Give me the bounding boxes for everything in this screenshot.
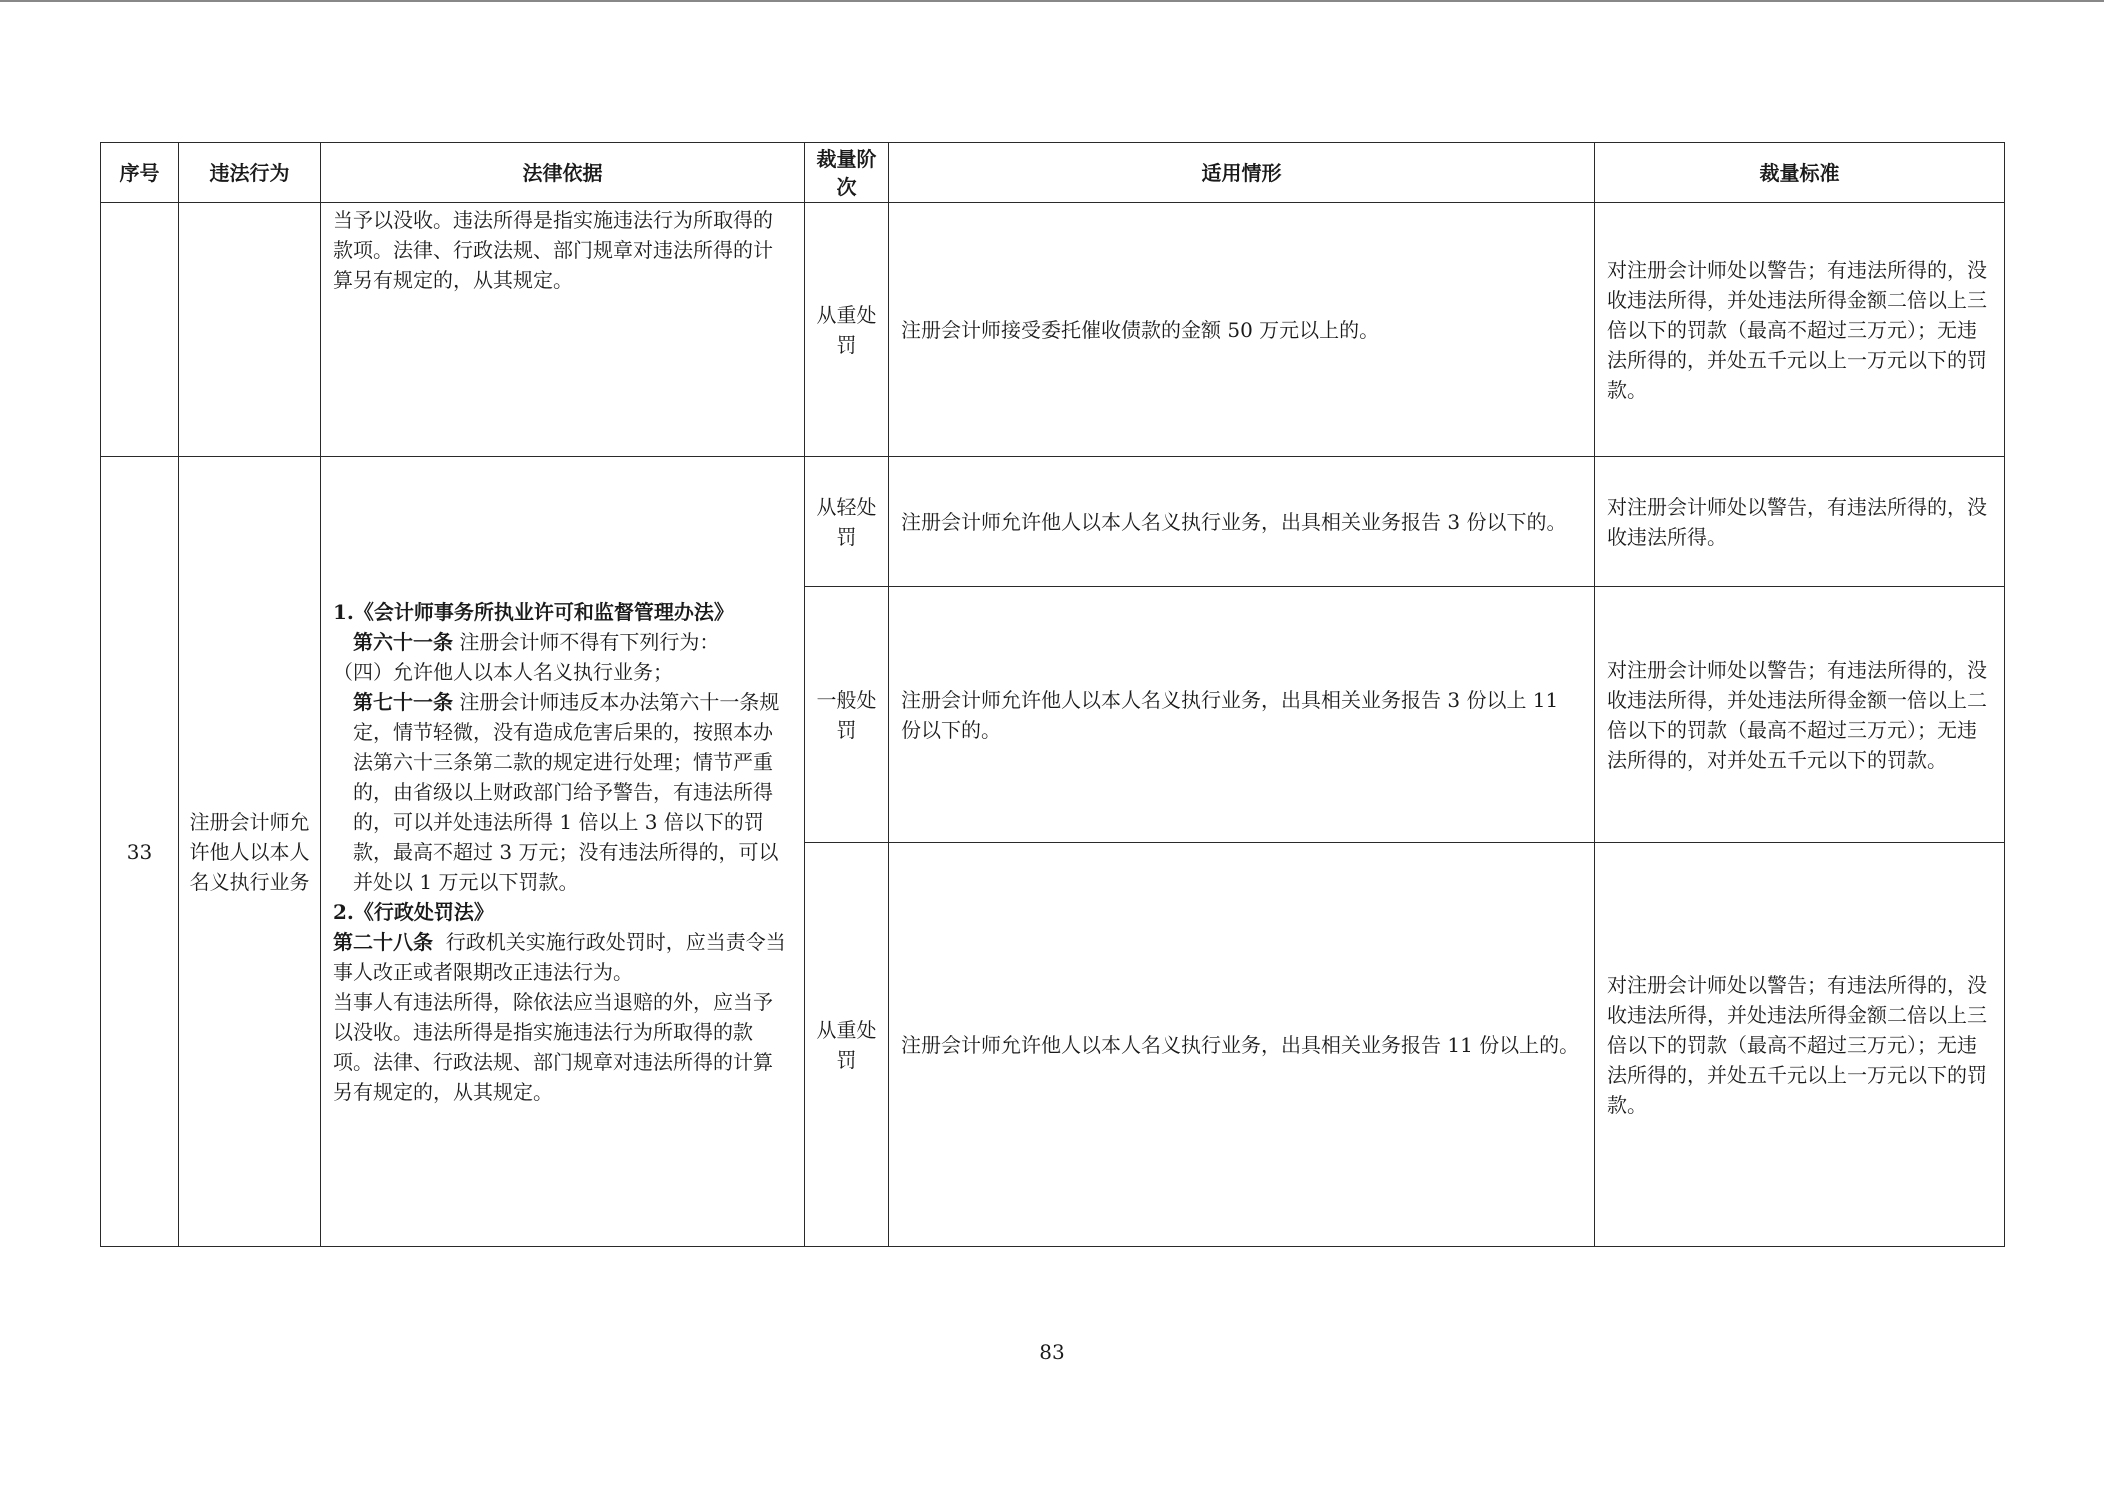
header-stage: 裁量阶次 [805,143,889,203]
article-71 [333,687,792,897]
cell-behavior [179,203,321,457]
cell-stage-general: 一般处罚 [805,587,889,843]
article-61-item: （四）允许他人以本人名义执行业务； [333,659,673,684]
page-top-rule [0,0,2104,2]
article-61-text: 注册会计师不得有下列行为： [459,629,720,654]
law2-title: 2.《行政处罚法》 [333,899,494,924]
law1-title: 1.《会计师事务所执业许可和监督管理办法》 [333,599,734,624]
cell-stage: 从重处罚 [805,203,889,457]
article-61-title: 第六十一条 [353,629,453,654]
article-71-text: 注册会计师违反本办法第六十一条规定，情节轻微，没有造成危害后果的，按照本办法第六十三条第二款的规定进行处理；情节严重的，由省级以上财政部门给予警告，有违法所得的，可以并处违法所得 1 倍以上 3 倍以下的罚款，最高不超过 3 万元；没有违法所得的，可以并处以 1 万元以下罚款。 [353,689,780,894]
cell-seq [101,203,179,457]
cell-standard-heavy: 对注册会计师处以警告；有违法所得的，没收违法所得，并处违法所得金额二倍以上三倍以下的罚款（最高不超过三万元）；无违法所得的，并处五千元以上一万元以下的罚款。 [1595,843,2005,1247]
cell-situation: 注册会计师接受委托催收债款的金额 50 万元以上的。 [889,203,1595,457]
cell-situation-heavy: 注册会计师允许他人以本人名义执行业务，出具相关业务报告 11 份以上的。 [889,843,1595,1247]
cell-stage-heavy: 从重处罚 [805,843,889,1247]
discretion-table [100,142,2005,1247]
article-28-text2: 当事人有违法所得，除依法应当退赔的外，应当予以没收。违法所得是指实施违法行为所取得的款项。法律、行政法规、部门规章对违法所得的计算另有规定的，从其规定。 [333,989,773,1104]
cell-legal-basis [321,203,805,457]
cell-stage-light: 从轻处罚 [805,457,889,587]
article-28-title: 第二十八条 [333,929,433,954]
header-standard: 裁量标准 [1595,143,2005,203]
header-row [101,143,2005,203]
table-row-33-light [101,457,2005,587]
page-number: 83 [1039,1340,1065,1364]
cell-standard-general: 对注册会计师处以警告；有违法所得的，没收违法所得，并处违法所得金额一倍以上二倍以下的罚款（最高不超过三万元）；无违法所得的，对并处五千元以下的罚款。 [1595,587,2005,843]
article-71-title: 第七十一条 [353,689,453,714]
cell-behavior-33: 注册会计师允许他人以本人名义执行业务 [179,457,321,1247]
cell-seq-33: 33 [101,457,179,1247]
cell-standard: 对注册会计师处以警告；有违法所得的，没收违法所得，并处违法所得金额二倍以上三倍以下的罚款（最高不超过三万元）；无违法所得的，并处五千元以上一万元以下的罚款。 [1595,203,2005,457]
article-61 [333,627,792,657]
cell-legal-basis-33 [321,457,805,1247]
header-behavior: 违法行为 [179,143,321,203]
cell-standard-light: 对注册会计师处以警告，有违法所得的，没收违法所得。 [1595,457,2005,587]
header-situation: 适用情形 [889,143,1595,203]
cell-situation-general: 注册会计师允许他人以本人名义执行业务，出具相关业务报告 3 份以上 11 份以下的。 [889,587,1595,843]
header-seq: 序号 [101,143,179,203]
cell-situation-light: 注册会计师允许他人以本人名义执行业务，出具相关业务报告 3 份以下的。 [889,457,1595,587]
legal-text: 当予以没收。违法所得是指实施违法行为所取得的款项。法律、行政法规、部门规章对违法所得的计算另有规定的，从其规定。 [333,208,773,292]
header-legal-basis: 法律依据 [321,143,805,203]
table-row-continued [101,203,2005,457]
article-28-text: 行政机关实施行政处罚时，应当责令当事人改正或者限期改正违法行为。 [333,929,786,984]
article-28 [333,927,792,987]
